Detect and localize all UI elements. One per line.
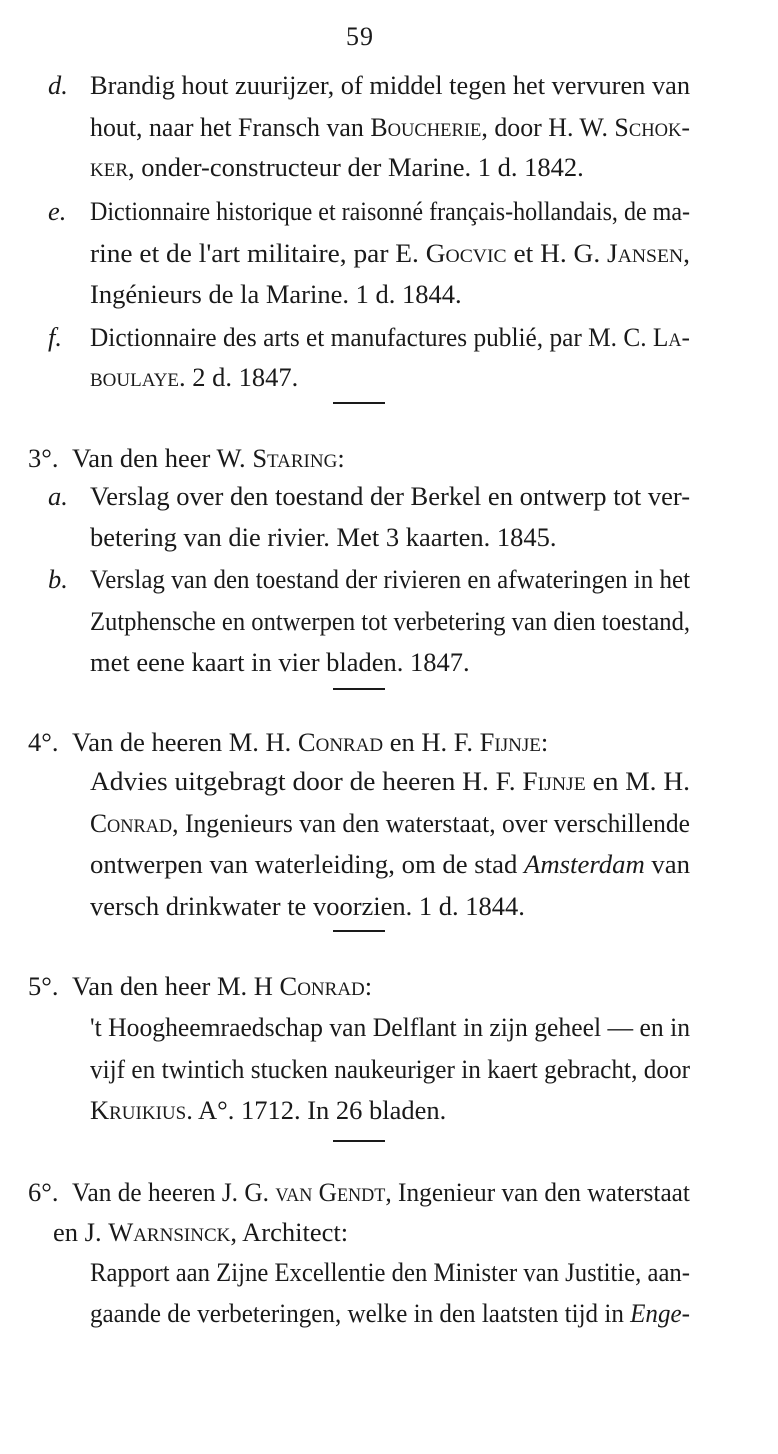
text-run: vijf en twintich stucken naukeuriger in kaert gebracht, door (90, 1054, 691, 1084)
section-heading (72, 443, 345, 474)
entry-line (90, 849, 690, 880)
text-run: : (540, 727, 549, 757)
text-run: Verslag over den toestand der Berkel en ontwerp tot ver- (90, 481, 691, 511)
entry-line (90, 647, 470, 678)
section-number: 6°. (28, 1177, 59, 1207)
text-run: Van den heer M. H (72, 971, 280, 1001)
text-run: Advies uitgebragt door de heeren H. F. (90, 766, 523, 796)
text-run: van (644, 849, 691, 879)
text-run: en J. (53, 1217, 109, 1247)
text-run: , door H. W. (481, 112, 615, 142)
item-marker: f. (48, 322, 62, 352)
text-run: La- (652, 322, 690, 352)
text-run: Staring (252, 443, 338, 473)
entry-line (90, 1054, 690, 1085)
text-run: Dictionnaire des arts et manufactures publié, par M. C. (90, 322, 653, 352)
entry-line (90, 70, 690, 101)
item-marker: a. (48, 481, 68, 511)
section-divider (333, 402, 385, 404)
section-number: 5°. (28, 971, 59, 1001)
text-run: rine et de l'art militaire, par E. (90, 238, 426, 268)
text-run: gaande de verbeteringen, welke in den laatsten tijd in (90, 1298, 631, 1328)
text-run: Van de heeren J. G. (72, 1177, 276, 1207)
text-run: betering van die rivier. Met 3 kaarten. 1845. (90, 522, 557, 552)
text-run: en H. F. (383, 727, 480, 757)
text-run: Schok- (614, 112, 691, 142)
section-number: 4°. (28, 727, 59, 757)
entry-line (90, 152, 584, 183)
text-run: Conrad (297, 727, 384, 757)
section-divider (333, 688, 385, 690)
text-run: Conrad (279, 971, 365, 1001)
text-run: Gocvic (425, 238, 507, 268)
text-run: Enge- (630, 1298, 690, 1328)
text-run: Zutphensche en ontwerpen tot verbetering van dien toestand, (90, 606, 691, 636)
text-run: Fijnje (522, 766, 586, 796)
text-run: boulaye (90, 362, 180, 392)
entry-line (90, 606, 690, 637)
text-run: Verslag van den toestand der rivieren en afwateringen in het (90, 564, 691, 594)
page-number: 59 (346, 22, 374, 51)
entry-line (90, 322, 690, 353)
entry-line (90, 808, 690, 839)
text-run: Kruikius (90, 1095, 187, 1125)
text-run: en M. H. (585, 766, 691, 796)
entry-line (90, 1012, 690, 1043)
section-heading (72, 727, 548, 758)
text-run: Van de heeren M. H. (72, 727, 298, 757)
text-run: , Architect: (230, 1217, 349, 1247)
item-marker: b. (48, 564, 68, 594)
entry-line (90, 196, 690, 227)
text-run: . 2 d. 1847. (179, 362, 299, 392)
text-run: hout, naar het Fransch van (90, 112, 371, 142)
text-run: . A°. 1712. In 26 bladen. (186, 1095, 447, 1125)
text-run: ker (90, 152, 128, 182)
item-marker: d. (48, 70, 68, 100)
section-divider (333, 930, 385, 932)
section-number: 3°. (28, 443, 59, 473)
text-run: Brandig hout zuurijzer, of middel tegen het vervuren van (90, 70, 691, 100)
entry-line (90, 279, 462, 310)
text-run: van Gendt (275, 1177, 386, 1207)
text-run: Dictionnaire historique et raisonné français-hollandais, de ma- (90, 196, 691, 226)
text-run: versch drinkwater te voorzien. 1 d. 1844. (90, 891, 525, 921)
text-run: Rapport aan Zijne Excellentie den Minister van Justitie, aan- (90, 1257, 690, 1287)
entry-line (90, 362, 298, 393)
section-divider (333, 1140, 385, 1142)
entry-line (90, 1257, 690, 1288)
entry-line (90, 1095, 446, 1126)
text-run: Van den heer W. (72, 443, 253, 473)
text-run: , Ingenieur van den waterstaat (385, 1177, 690, 1207)
text-run: Ingénieurs de la Marine. 1 d. 1844. (90, 279, 462, 309)
text-run: Jansen (607, 238, 684, 268)
text-run: ontwerpen van waterleiding, om de stad (90, 849, 525, 879)
section-heading (72, 971, 372, 1002)
text-run: , (683, 238, 691, 268)
text-run: Warnsinck (108, 1217, 231, 1247)
text-run: , onder-constructeur der Marine. 1 d. 1842. (128, 152, 584, 182)
entry-line (90, 238, 690, 269)
entry-line (90, 481, 690, 512)
entry-line (90, 891, 525, 922)
entry-line (90, 522, 557, 553)
entry-line (90, 112, 690, 143)
text-run: Amsterdam (524, 849, 645, 879)
entry-line (90, 564, 690, 595)
text-run: Boucherie (370, 112, 482, 142)
text-run: : (364, 971, 373, 1001)
text-run: Conrad (90, 808, 173, 838)
section-heading (72, 1177, 690, 1208)
text-run: , Ingenieurs van den waterstaat, over verschillende (172, 808, 690, 838)
entry-line (90, 766, 690, 797)
text-run: 't Hoogheemraedschap van Delflant in zijn geheel — en in (90, 1012, 691, 1042)
entry-line (90, 1298, 690, 1329)
text-run: : (337, 443, 345, 473)
text-run: Fijnje (479, 727, 541, 757)
item-marker: e. (48, 196, 67, 226)
section-heading-cont (53, 1217, 348, 1248)
text-run: met eene kaart in vier bladen. 1847. (90, 647, 470, 677)
text-run: et H. G. (506, 238, 608, 268)
